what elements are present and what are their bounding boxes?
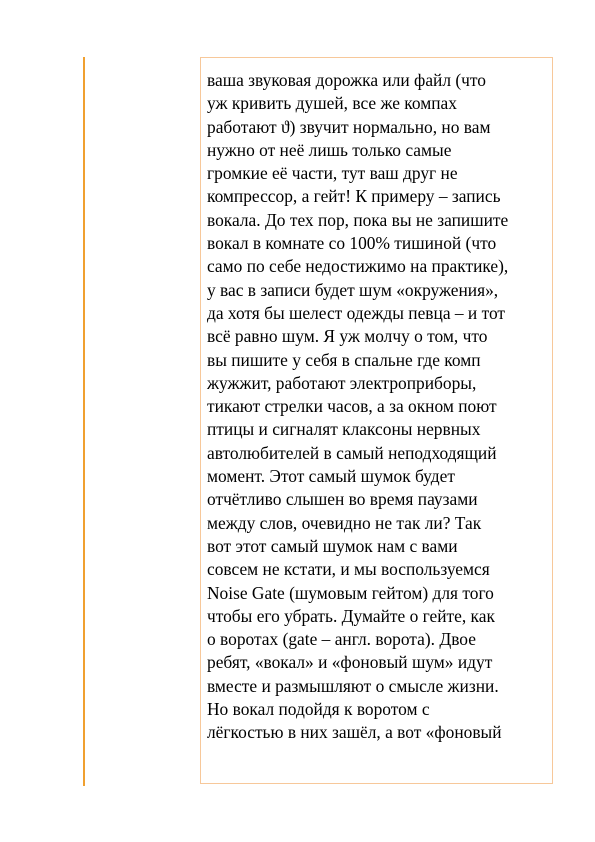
text-line: работают ϑ) звучит нормально, но вам <box>207 116 491 137</box>
text-line: совсем не кстати, и мы воспользуемся <box>207 559 490 580</box>
text-line: само по себе недостижимо на практике), <box>207 256 509 277</box>
text-line: да хотя бы шелест одежды певца – и тот <box>207 302 506 323</box>
text-line: жужжит, работают электроприборы, <box>207 372 477 393</box>
text-line: всё равно шум. Я уж молчу о том, что <box>207 326 488 347</box>
text-line: момент. Этот самый шумок будет <box>207 466 455 487</box>
text-line: вот этот самый шумок нам с вами <box>207 535 458 556</box>
text-line: уж кривить душей, все же компах <box>207 93 457 114</box>
text-line: птицы и сигналят клаксоны нервных <box>207 419 481 440</box>
text-line: компрессор, а гейт! К примеру – запись <box>207 186 501 207</box>
text-line: Noise Gate (шумовым гейтом) для того <box>207 582 494 603</box>
text-line: ребят, «вокал» и «фоновый шум» идут <box>207 652 493 673</box>
text-line: Но вокал подойдя к воротом с <box>207 699 430 720</box>
text-line: у вас в записи будет шум «окружения», <box>207 279 499 300</box>
text-line: громкие её части, тут ваш друг не <box>207 163 458 184</box>
margin-rule <box>83 57 85 786</box>
text-line: вокал в комнате со 100% тишиной (что <box>207 233 497 254</box>
text-line: ваша звуковая дорожка или файл (что <box>207 70 486 90</box>
text-line: между слов, очевидно не так ли? Так <box>207 512 482 533</box>
text-line: о воротах (gate – англ. ворота). Двое <box>207 629 476 650</box>
text-line: вокала. До тех пор, пока вы не запишите <box>207 209 509 230</box>
text-line: нужно от неё лишь только самые <box>207 139 452 160</box>
text-line: чтобы его убрать. Думайте о гейте, как <box>207 605 495 626</box>
body-text <box>207 69 508 745</box>
text-line: вместе и размышляют о смысле жизни. <box>207 675 499 696</box>
text-line: вы пишите у себя в спальне где комп <box>207 349 481 370</box>
text-line: тикают стрелки часов, а за окном поют <box>207 396 497 417</box>
text-line: отчётливо слышен во время паузами <box>207 489 478 510</box>
text-line: лёгкостью в них зашёл, а вот «фоновый <box>207 722 502 743</box>
text-line: автолюбителей в самый неподходящий <box>207 442 497 463</box>
text-frame <box>200 57 553 784</box>
